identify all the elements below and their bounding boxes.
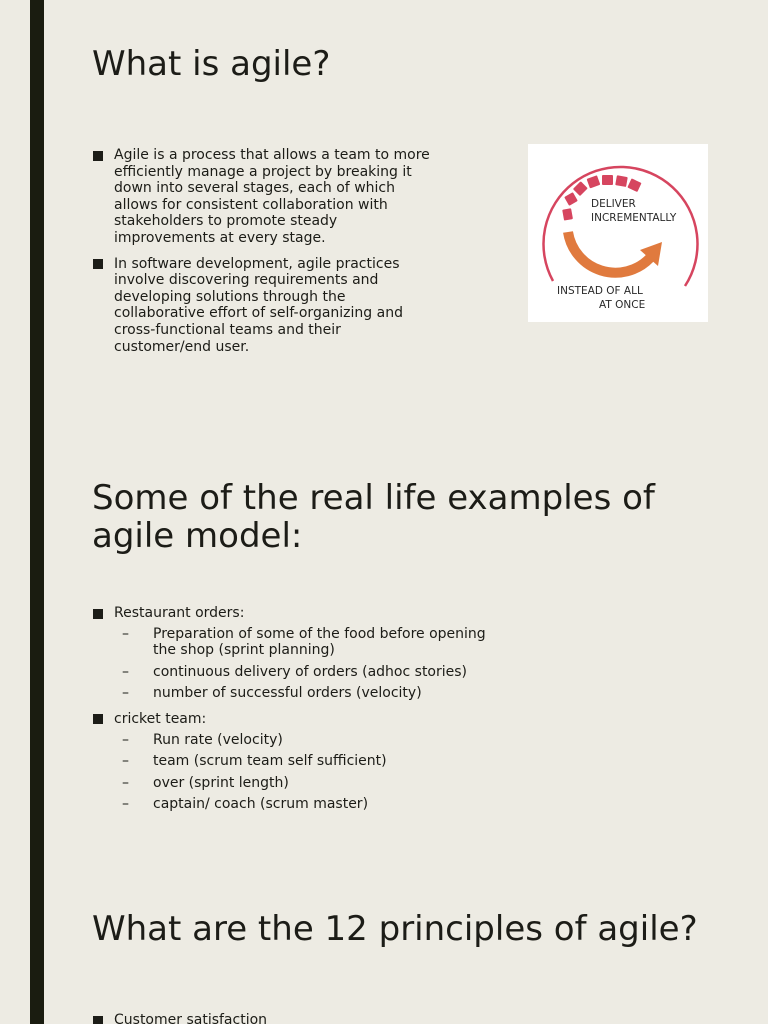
slide-twelve-principles (0, 866, 768, 1024)
sub-item: – Preparation of some of the food before opening the shop (sprint planning) (122, 626, 512, 659)
bullet-item: In software development, agile practices involve discovering requirements and developing solutions through the collaborative effort of self-organizing and cross-functional teams and their customer/end user. (92, 256, 432, 356)
bullet-list (92, 1012, 492, 1024)
slide-real-life-examples (0, 433, 768, 866)
bullet-item: Agile is a process that allows a team to more efficiently manage a project by breaking it down into several stages, each of which allows for consistent collaboration with stakeholders to promote steady improvements at every stage. (92, 147, 432, 247)
sub-list (114, 732, 512, 813)
bullet-item: Customer satisfaction (92, 1012, 492, 1024)
sub-item: – continuous delivery of orders (adhoc stories) (122, 664, 512, 681)
accent-bar (30, 0, 44, 433)
bullet-label: Restaurant orders: (114, 605, 245, 621)
arrow-curve (568, 232, 650, 273)
bullet-list (92, 147, 432, 364)
deliver-incrementally-image (528, 144, 708, 322)
bullet-list (92, 605, 512, 822)
slide-title: What are the 12 principles of agile? (92, 909, 698, 949)
accent-bar (30, 433, 44, 866)
instead-text: INSTEAD OF ALL (557, 285, 643, 297)
slide-title: What is agile? (92, 44, 331, 84)
bullet-item (92, 605, 512, 702)
at-once-text: AT ONCE (599, 299, 646, 311)
incrementally-text: INCREMENTALLY (591, 212, 677, 224)
sub-list (114, 626, 512, 702)
slide-what-is-agile (0, 0, 768, 433)
sub-item: – captain/ coach (scrum master) (122, 796, 512, 813)
accent-bar (30, 866, 44, 1024)
sub-item: – over (sprint length) (122, 775, 512, 792)
sub-item: – number of successful orders (velocity) (122, 685, 512, 702)
deliver-text: DELIVER (591, 198, 636, 210)
sub-item: – team (scrum team self sufficient) (122, 753, 512, 770)
slide-title: Some of the real life examples of agile model: (92, 478, 655, 556)
bullet-label: cricket team: (114, 710, 207, 727)
sub-item: – Run rate (velocity) (122, 732, 512, 749)
bullet-item (92, 711, 512, 813)
incremental-delivery-illustration (528, 144, 708, 322)
